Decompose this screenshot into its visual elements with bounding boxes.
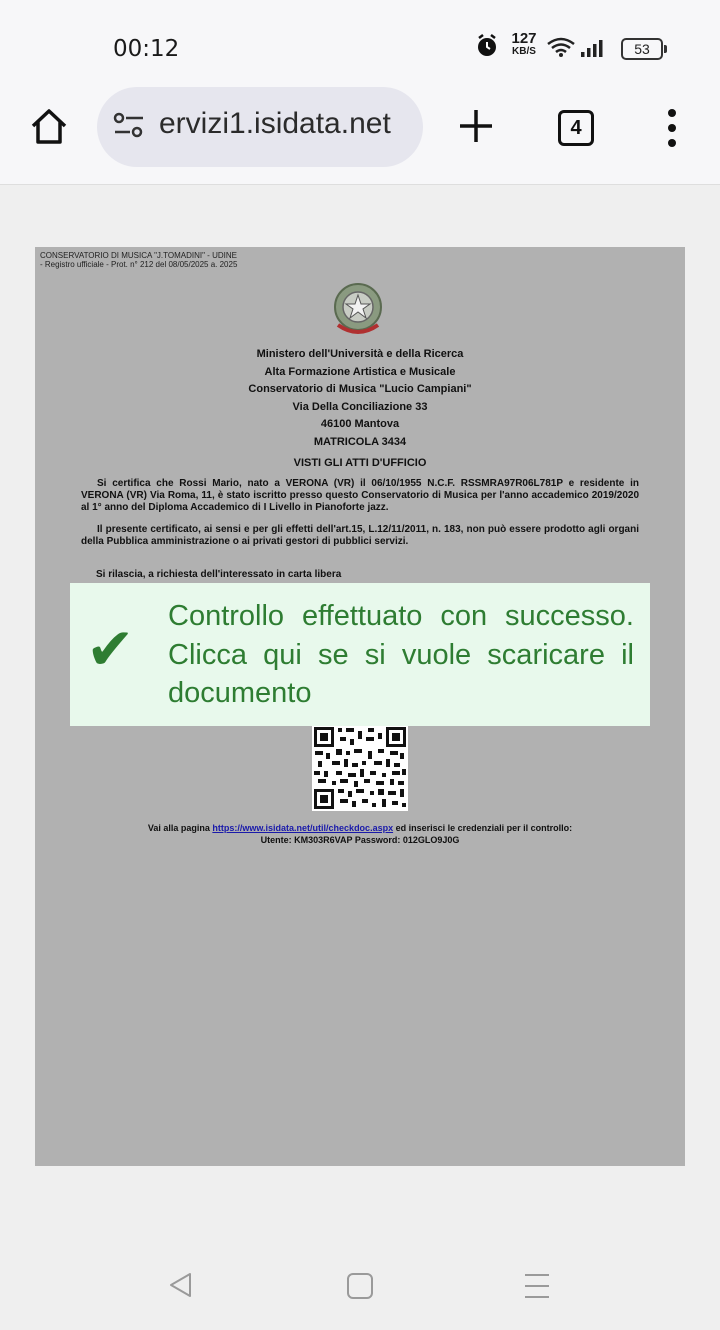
battery-indicator: 53 — [621, 38, 663, 60]
header-line-1: CONSERVATORIO DI MUSICA "J.TOMADINI" - UDINE — [40, 251, 237, 260]
download-document-link[interactable]: Controllo effettuato con successo. Clicca qui se si vuole scaricare il documento — [168, 600, 634, 709]
conservatory-line: Conservatorio di Musica "Lucio Campiani" — [248, 383, 472, 395]
new-tab-icon[interactable] — [458, 108, 494, 144]
credentials-line: Utente: KM303R6VAP Password: 012GLO9J0G — [260, 835, 460, 845]
clock: 00:12 — [113, 36, 180, 62]
address-bar[interactable] — [97, 87, 423, 167]
verification-footer — [35, 822, 685, 846]
checkmark-icon: ✔ — [86, 615, 135, 683]
status-bar — [0, 0, 720, 90]
footer-instructions — [35, 822, 685, 834]
header-line-2: - Registro ufficiale - Prot. n° 212 del 08/05/2025 a. 2025 — [40, 260, 238, 269]
document-header — [40, 251, 237, 269]
tab-switcher[interactable]: 4 — [558, 110, 594, 146]
speed-value: 127 — [511, 30, 537, 47]
italian-republic-emblem-icon — [332, 281, 384, 339]
signal-icon — [580, 38, 606, 58]
speed-unit: KB/S — [512, 46, 536, 57]
footer-prefix: Vai alla pagina — [147, 823, 210, 833]
alarm-icon — [476, 34, 498, 58]
home-icon[interactable] — [28, 106, 70, 148]
ministry-line: Ministero dell'Università e della Ricerca — [256, 348, 464, 360]
visti-heading: VISTI GLI ATTI D'UFFICIO — [293, 457, 427, 469]
afam-line: Alta Formazione Artistica e Musicale — [264, 365, 456, 378]
city-line: 46100 Mantova — [320, 418, 400, 430]
rilascia-line: Si rilascia, a richiesta dell'interessato in carta libera — [96, 569, 342, 580]
matricola: MATRICOLA 3434 — [313, 436, 407, 448]
site-settings-icon[interactable] — [113, 112, 145, 138]
validity-paragraph: Il presente certificato, ai sensi e per gli effetti dell'art.15, L.12/11/2011, n. 183, non può essere prodotto agli organi della Pubblica amministrazione o ai privati gestori di pubblici servizi. — [81, 524, 639, 547]
qr-code — [312, 725, 408, 811]
browser-toolbar — [0, 90, 720, 185]
wifi-icon — [546, 36, 576, 58]
footer-suffix: ed inserisci le credenziali per il controllo: — [395, 823, 573, 833]
network-speed — [508, 31, 540, 57]
menu-icon[interactable] — [665, 108, 679, 148]
verification-success-banner[interactable] — [70, 583, 650, 726]
institution-block — [35, 346, 685, 434]
certification-paragraph: Si certifica che Rossi Mario, nato a VERONA (VR) il 06/10/1955 N.C.F. RSSMRA97R06L781P e residente in VERONA (VR) Via Roma, 11, è stato iscritto presso questo Conservatorio di Musica per l'anno accademico 2019/2020 al 1° anno del Diploma Accademico di I Livello in Pianoforte jazz. — [81, 478, 639, 513]
address-line: Via Della Conciliazione 33 — [292, 400, 428, 413]
recent-apps-icon[interactable] — [524, 1273, 550, 1299]
url-text[interactable]: ervizi1.isidata.net — [159, 107, 391, 140]
checkdoc-link[interactable]: https://www.isidata.net/util/checkdoc.aspx — [212, 823, 394, 833]
back-icon[interactable] — [168, 1272, 194, 1298]
home-nav-icon[interactable] — [347, 1273, 373, 1299]
system-navigation-bar — [0, 1240, 720, 1330]
